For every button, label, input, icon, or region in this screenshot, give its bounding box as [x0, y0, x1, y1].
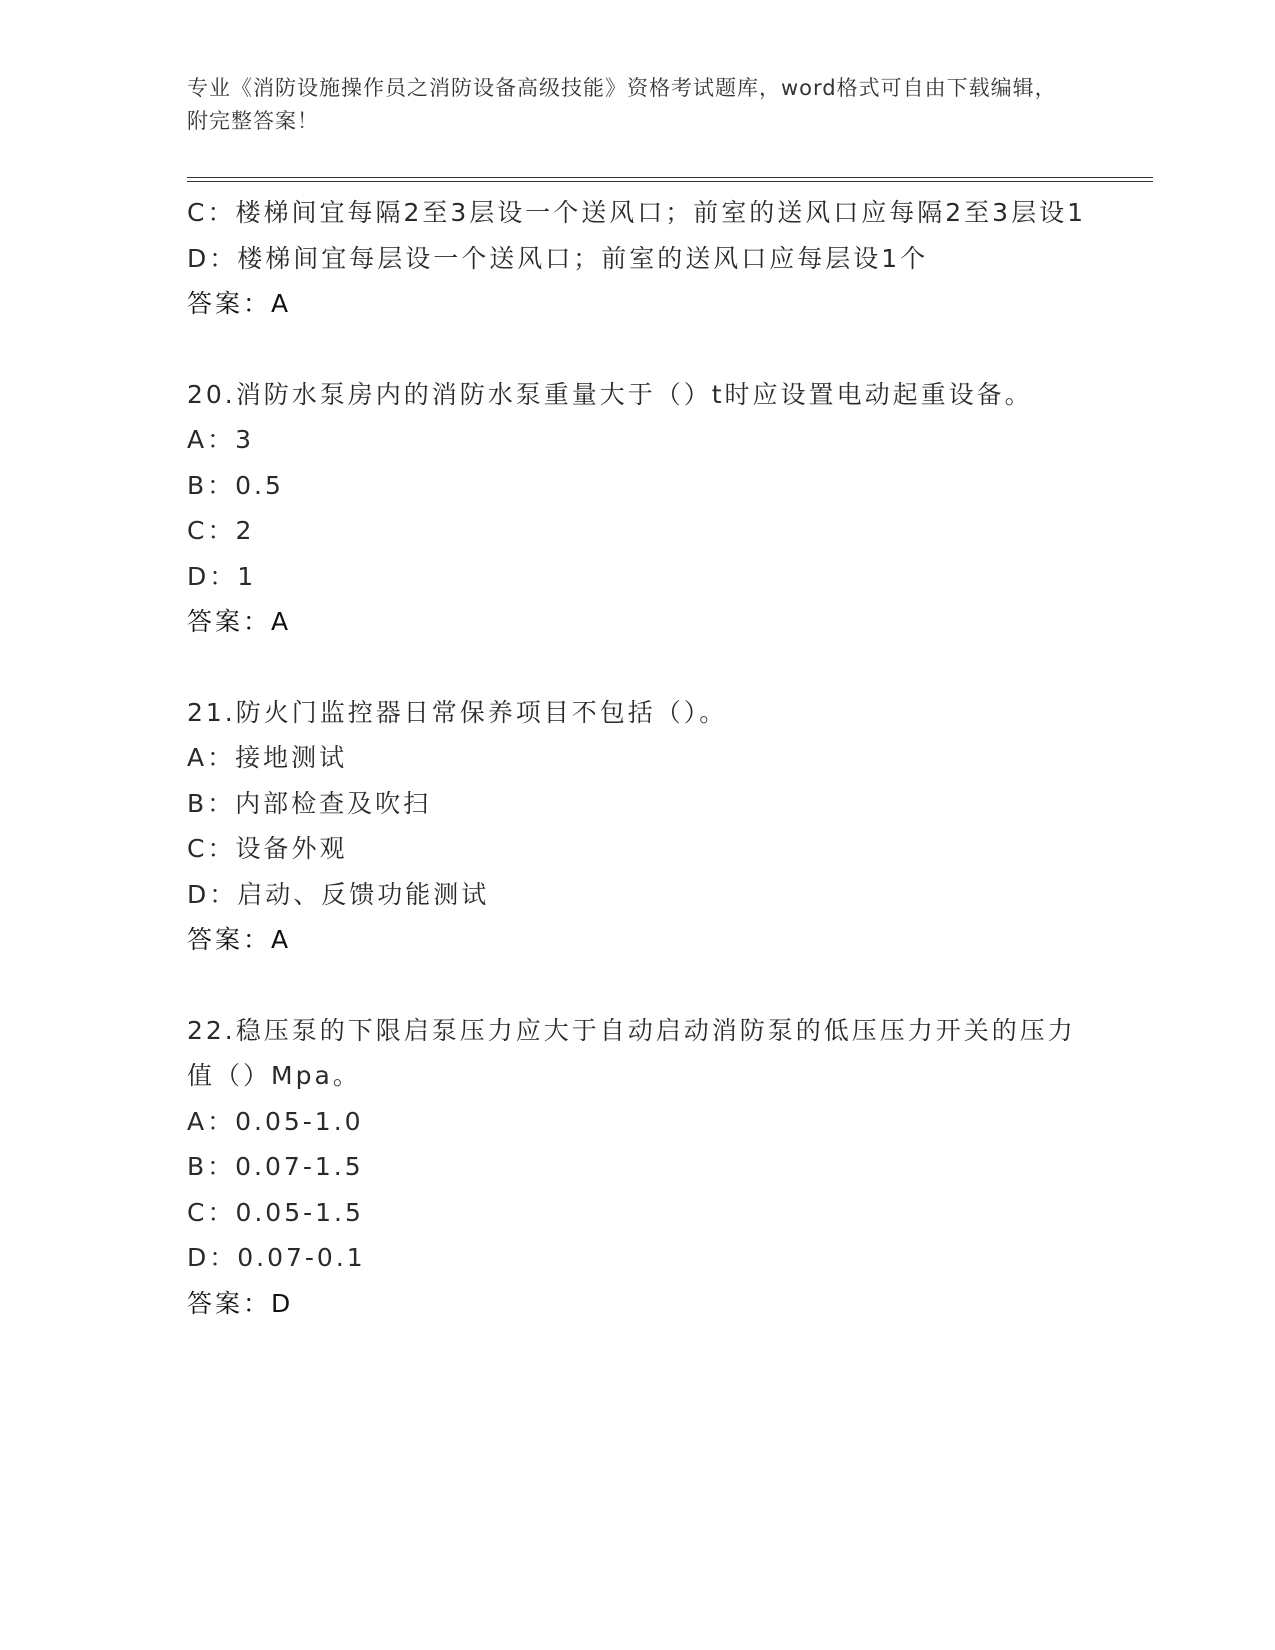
option-a: A：接地测试	[187, 743, 348, 772]
question-stem: 21.防火门监控器日常保养项目不包括（）。	[187, 697, 728, 727]
header-rule-top	[187, 177, 1153, 178]
option-a: A：0.05-1.0	[187, 1106, 364, 1136]
question-19-tail	[187, 190, 1087, 327]
option-d: D：0.07-0.1	[187, 1243, 366, 1272]
option-d: D：1	[187, 561, 257, 591]
option-c: C：楼梯间宜每隔2至3层设一个送风口；前室的送风口应每隔2至3层设1	[187, 198, 1086, 227]
answer: 答案：A	[187, 925, 292, 954]
question-20	[187, 372, 1087, 645]
question-22	[187, 1008, 1087, 1327]
option-a: A：3	[187, 425, 255, 454]
option-d: D：启动、反馈功能测试	[187, 879, 490, 909]
option-c: C：0.05-1.5	[187, 1197, 364, 1227]
question-stem: 22.稳压泵的下限启泵压力应大于自动启动消防泵的低压压力开关的压力值（）Mpa。	[187, 1015, 1076, 1090]
answer: 答案：D	[187, 1288, 294, 1318]
option-b: B：0.07-1.5	[187, 1152, 364, 1181]
document-header: 专业《消防设施操作员之消防设备高级技能》资格考试题库，word格式可自由下载编辑，附完整答案！	[187, 76, 1057, 133]
option-b: B：0.5	[187, 470, 284, 500]
option-c: C：2	[187, 516, 255, 545]
answer: 答案：A	[187, 607, 292, 636]
option-b: B：内部检查及吹扫	[187, 788, 432, 818]
question-list	[187, 190, 1087, 1326]
question-21	[187, 690, 1087, 963]
question-stem: 20.消防水泵房内的消防水泵重量大于（）t时应设置电动起重设备。	[187, 379, 1033, 409]
header-rule-bottom	[187, 181, 1153, 182]
option-d: D：楼梯间宜每层设一个送风口；前室的送风口应每层设1个	[187, 243, 929, 273]
option-c: C：设备外观	[187, 834, 348, 863]
answer: 答案：A	[187, 289, 292, 318]
